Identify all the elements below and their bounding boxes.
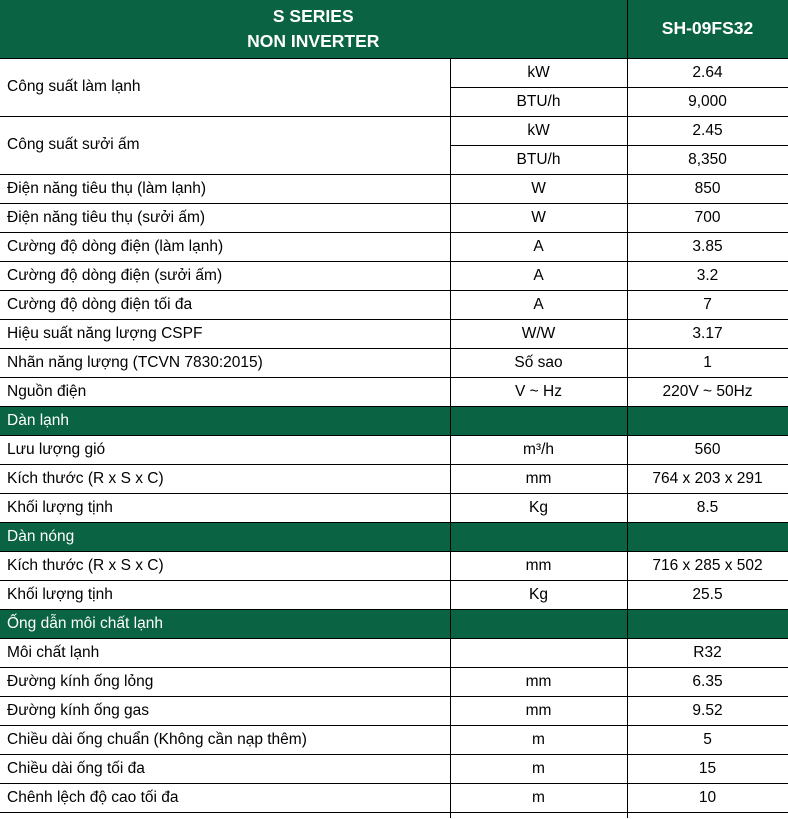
spec-label-cell: Kích thước (R x S x C) xyxy=(0,464,450,493)
spec-label-cell: Công suất làm lạnh xyxy=(0,58,450,116)
table-row xyxy=(0,667,788,696)
table-row xyxy=(0,174,788,203)
value-cell: 9,000 xyxy=(627,87,788,116)
value-cell: 560 xyxy=(627,435,788,464)
section-empty-cell xyxy=(450,406,627,435)
unit-cell: BTU/h xyxy=(450,145,627,174)
table-row xyxy=(0,580,788,609)
unit-cell: W xyxy=(450,203,627,232)
table-row xyxy=(0,232,788,261)
spec-rows xyxy=(0,58,788,818)
spec-label-cell: Chênh lệch độ cao tối đa xyxy=(0,783,450,812)
model-header-cell: SH-09FS32 xyxy=(627,0,788,58)
spec-label-cell: Đường kính ống gas xyxy=(0,696,450,725)
table-row xyxy=(0,290,788,319)
spec-label-cell: Chiều dài ống tối đa xyxy=(0,754,450,783)
spec-label-cell: Điện năng tiêu thụ (làm lạnh) xyxy=(0,174,450,203)
value-cell: 8.5 xyxy=(627,493,788,522)
spec-label-cell: Cường độ dòng điện (sưởi ấm) xyxy=(0,261,450,290)
value-cell: 10 xyxy=(627,783,788,812)
table-row xyxy=(0,203,788,232)
series-name: S SERIES xyxy=(272,5,354,26)
unit-cell: mm xyxy=(450,696,627,725)
value-cell: 7 xyxy=(627,290,788,319)
table-row xyxy=(0,754,788,783)
section-row xyxy=(0,522,788,551)
section-row xyxy=(0,609,788,638)
section-label-cell: Dàn lạnh xyxy=(0,406,450,435)
unit-cell: Số sao xyxy=(450,348,627,377)
unit-cell: kW xyxy=(450,116,627,145)
value-cell: 220V ~ 50Hz xyxy=(627,377,788,406)
value-cell: 25.5 xyxy=(627,580,788,609)
value-cell: 8,350 xyxy=(627,145,788,174)
table-row xyxy=(0,377,788,406)
spec-label-cell: Công suất sưởi ấm xyxy=(0,116,450,174)
spec-label-cell: Môi chất lạnh xyxy=(0,638,450,667)
spec-label-cell: Khối lượng tịnh xyxy=(0,493,450,522)
value-cell: 716 x 285 x 502 xyxy=(627,551,788,580)
value-cell: R32 xyxy=(627,638,788,667)
table-row xyxy=(0,638,788,667)
value-cell: 9.52 xyxy=(627,696,788,725)
unit-cell: V ~ Hz xyxy=(450,377,627,406)
clipped-cell xyxy=(0,812,450,818)
unit-cell: kW xyxy=(450,58,627,87)
value-cell: 700 xyxy=(627,203,788,232)
spec-label-cell: Chiều dài ống chuẩn (Không cần nạp thêm) xyxy=(0,725,450,754)
unit-cell: BTU/h xyxy=(450,87,627,116)
unit-cell: m xyxy=(450,725,627,754)
value-cell: 6.35 xyxy=(627,667,788,696)
unit-cell: mm xyxy=(450,667,627,696)
section-label-cell: Ống dẫn môi chất lạnh xyxy=(0,609,450,638)
value-cell: 3.2 xyxy=(627,261,788,290)
unit-cell: A xyxy=(450,232,627,261)
value-cell: 2.64 xyxy=(627,58,788,87)
value-cell: 1 xyxy=(627,348,788,377)
unit-cell: m xyxy=(450,754,627,783)
table-row xyxy=(0,435,788,464)
spec-label-cell: Cường độ dòng điện (làm lạnh) xyxy=(0,232,450,261)
unit-cell: m xyxy=(450,783,627,812)
spec-label-cell: Hiệu suất năng lượng CSPF xyxy=(0,319,450,348)
unit-cell: m³/h xyxy=(450,435,627,464)
table-row xyxy=(0,725,788,754)
clipped-partial-row xyxy=(0,812,788,818)
series-subtitle: NON INVERTER xyxy=(247,30,380,51)
value-cell: 3.17 xyxy=(627,319,788,348)
unit-cell: Kg xyxy=(450,580,627,609)
value-cell: 5 xyxy=(627,725,788,754)
section-row xyxy=(0,406,788,435)
unit-cell: W xyxy=(450,174,627,203)
series-header-cell xyxy=(0,0,627,58)
spec-label-cell: Cường độ dòng điện tối đa xyxy=(0,290,450,319)
table-row xyxy=(0,696,788,725)
section-empty-cell xyxy=(627,609,788,638)
spec-label-cell: Khối lượng tịnh xyxy=(0,580,450,609)
header-row xyxy=(0,0,788,58)
value-cell: 2.45 xyxy=(627,116,788,145)
section-label-cell: Dàn nóng xyxy=(0,522,450,551)
spec-label-cell: Điện năng tiêu thụ (sưởi ấm) xyxy=(0,203,450,232)
table-row xyxy=(0,58,788,87)
clipped-cell xyxy=(627,812,788,818)
table-row xyxy=(0,348,788,377)
unit-cell: mm xyxy=(450,464,627,493)
unit-cell: W/W xyxy=(450,319,627,348)
spec-label-cell: Nhãn năng lượng (TCVN 7830:2015) xyxy=(0,348,450,377)
spec-label-cell: Kích thước (R x S x C) xyxy=(0,551,450,580)
spec-label-cell: Nguồn điện xyxy=(0,377,450,406)
section-empty-cell xyxy=(627,522,788,551)
clipped-cell xyxy=(450,812,627,818)
spec-label-cell: Lưu lượng gió xyxy=(0,435,450,464)
value-cell: 764 x 203 x 291 xyxy=(627,464,788,493)
value-cell: 850 xyxy=(627,174,788,203)
section-empty-cell xyxy=(627,406,788,435)
spec-label-cell: Đường kính ống lỏng xyxy=(0,667,450,696)
unit-cell: Kg xyxy=(450,493,627,522)
unit-cell: A xyxy=(450,290,627,319)
section-empty-cell xyxy=(450,609,627,638)
table-row xyxy=(0,551,788,580)
table-row xyxy=(0,464,788,493)
table-row xyxy=(0,319,788,348)
section-empty-cell xyxy=(450,522,627,551)
table-row xyxy=(0,783,788,812)
unit-cell xyxy=(450,638,627,667)
table-row xyxy=(0,493,788,522)
table-row xyxy=(0,261,788,290)
unit-cell: A xyxy=(450,261,627,290)
table-row xyxy=(0,116,788,145)
value-cell: 15 xyxy=(627,754,788,783)
unit-cell: mm xyxy=(450,551,627,580)
value-cell: 3.85 xyxy=(627,232,788,261)
